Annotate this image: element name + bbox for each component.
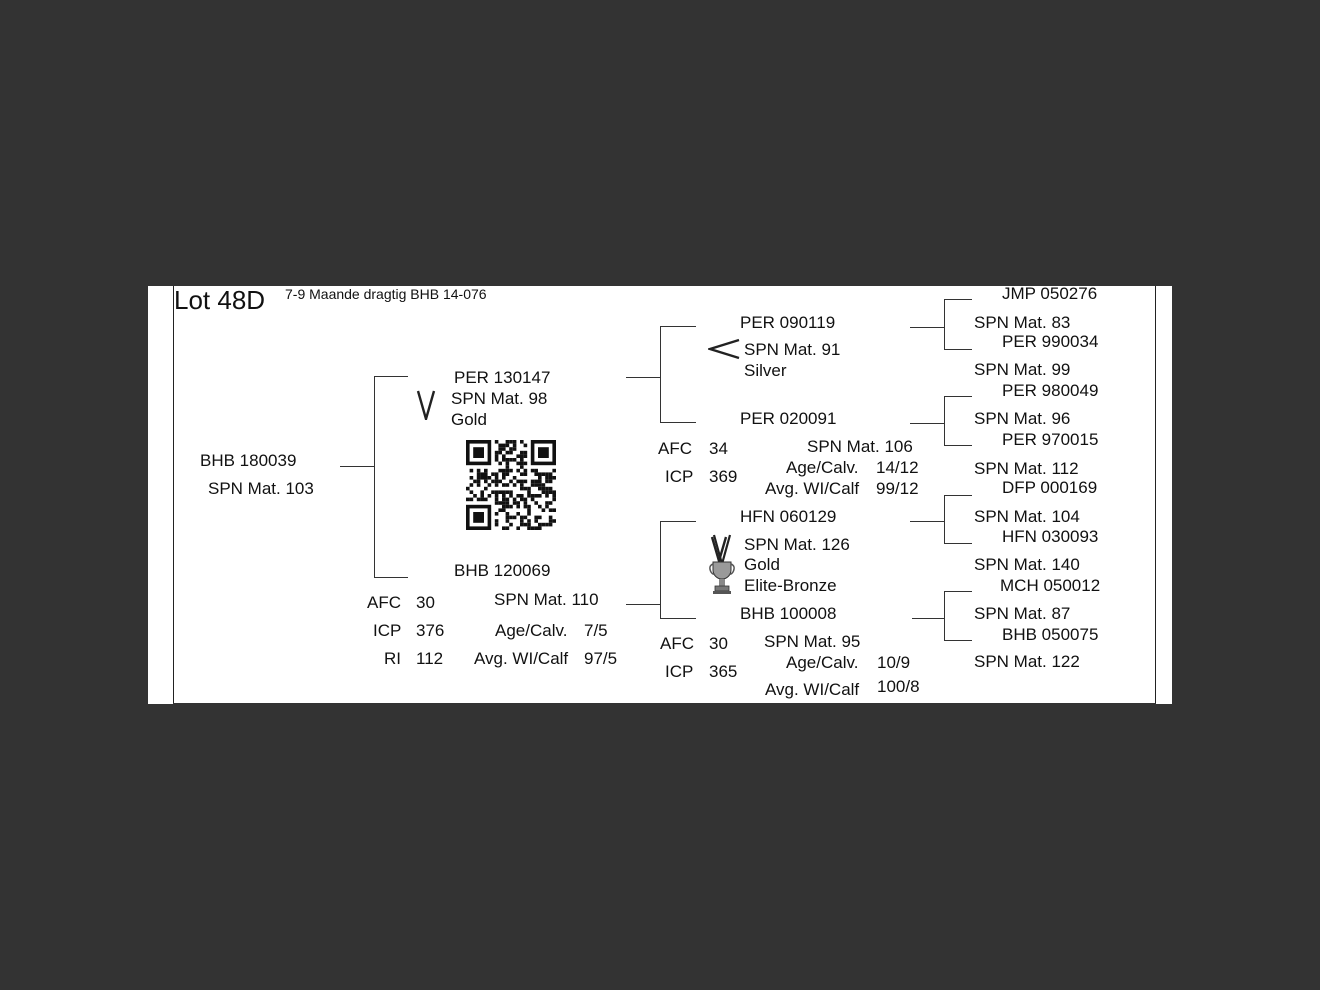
ggp-spn-2: SPN Mat. 96: [974, 409, 1071, 428]
sire-dam-avgwi-value: 99/12: [876, 479, 919, 498]
sire-dam-afc-value: 34: [709, 439, 728, 458]
sire-dam-icp-value: 369: [709, 467, 738, 486]
dam-sire-spn: SPN Mat. 126: [744, 535, 850, 554]
sire-spn: SPN Mat. 98: [451, 389, 548, 408]
connector: [912, 618, 944, 619]
ggp-dam-3: HFN 030093: [1002, 527, 1099, 546]
connector: [944, 445, 972, 446]
dam-dam-avgwi-value: 100/8: [877, 677, 920, 696]
dam-dam-agecalv-value: 10/9: [877, 653, 911, 672]
connector: [374, 376, 375, 577]
ggp-spn-3: SPN Mat. 104: [974, 507, 1080, 526]
connector: [944, 591, 945, 641]
connector: [660, 618, 696, 619]
dam-dam-afc-label: AFC: [660, 634, 694, 653]
dam-sire-award: Elite-Bronze: [744, 576, 837, 595]
sire-dam-avgwi-label: Avg. WI/Calf: [765, 479, 860, 498]
dam-dam-spn: SPN Mat. 95: [764, 632, 861, 651]
v-mark-icon: [416, 390, 436, 420]
sire-dam-afc-label: AFC: [658, 439, 692, 458]
connector: [374, 376, 408, 377]
connector: [660, 521, 661, 619]
sire-dam-id: PER 020091: [740, 409, 837, 428]
connector: [340, 466, 374, 467]
bottom-border: [173, 703, 1156, 704]
dam-avgwi-value: 97/5: [584, 649, 618, 668]
sire-sire-id: PER 090119: [740, 313, 836, 332]
connector: [944, 299, 972, 300]
sire-dam-icp-label: ICP: [665, 467, 694, 486]
sire-dam-spn: SPN Mat. 106: [807, 437, 913, 456]
sire-id: PER 130147: [454, 368, 551, 387]
lot-title: Lot 48D: [174, 285, 266, 315]
connector: [374, 577, 408, 578]
dam-icp-value: 376: [416, 621, 445, 640]
animal-id: BHB 180039: [200, 451, 297, 470]
ggp-sire-4: MCH 050012: [1000, 576, 1101, 595]
dam-dam-icp-label: ICP: [665, 662, 694, 681]
connector: [626, 604, 660, 605]
connector: [944, 299, 945, 350]
dam-afc-value: 30: [416, 593, 435, 612]
lot-subtitle: 7-9 Maande dragtig BHB 14-076: [285, 286, 487, 302]
trophy-icon: [708, 534, 736, 608]
sire-sire-medal: Silver: [744, 361, 787, 380]
ggp-dam-1: PER 990034: [1002, 332, 1099, 351]
ggp-spn-4: SPN Mat. 87: [974, 604, 1071, 623]
connector: [944, 591, 972, 592]
dam-ri-label: RI: [384, 649, 401, 668]
ggp-dam-2: PER 970015: [1002, 430, 1099, 449]
dam-ri-value: 112: [416, 649, 444, 668]
ggp-dam-4: BHB 050075: [1002, 625, 1099, 644]
connector: [944, 640, 972, 641]
qr-code-icon: [466, 440, 556, 530]
ggp-sire-2: PER 980049: [1002, 381, 1099, 400]
connector: [660, 326, 661, 423]
dam-dam-agecalv-label: Age/Calv.: [786, 653, 859, 672]
sire-dam-agecalv-label: Age/Calv.: [786, 458, 859, 477]
less-than-icon: [708, 338, 740, 360]
dam-agecalv-label: Age/Calv.: [495, 621, 568, 640]
connector: [910, 423, 944, 424]
connector: [944, 495, 972, 496]
connector: [944, 543, 972, 544]
right-border: [1155, 286, 1156, 704]
animal-spn: SPN Mat. 103: [208, 479, 314, 498]
dam-avgwi-label: Avg. WI/Calf: [474, 649, 569, 668]
connector: [944, 396, 972, 397]
connector: [660, 422, 696, 423]
ggp-dam-spn-2: SPN Mat. 112: [974, 459, 1079, 478]
ggp-dam-spn-3: SPN Mat. 140: [974, 555, 1080, 574]
dam-id: BHB 120069: [454, 561, 551, 580]
dam-dam-id: BHB 100008: [740, 604, 837, 623]
dam-dam-afc-value: 30: [709, 634, 728, 653]
connector: [944, 396, 945, 446]
connector: [626, 377, 660, 378]
connector: [660, 326, 696, 327]
sire-sire-spn: SPN Mat. 91: [744, 340, 841, 359]
dam-afc-label: AFC: [367, 593, 401, 612]
ggp-dam-spn-4: SPN Mat. 122: [974, 652, 1080, 671]
left-border: [173, 286, 174, 704]
connector: [944, 349, 972, 350]
connector: [944, 495, 945, 544]
connector: [910, 521, 944, 522]
dam-spn: SPN Mat. 110: [494, 590, 599, 609]
pedigree-card: [148, 286, 1172, 704]
dam-sire-id: HFN 060129: [740, 507, 837, 526]
dam-dam-avgwi-label: Avg. WI/Calf: [765, 680, 860, 699]
ggp-dam-spn-1: SPN Mat. 99: [974, 360, 1071, 379]
dam-icp-label: ICP: [373, 621, 402, 640]
ggp-sire-3: DFP 000169: [1002, 478, 1098, 497]
connector: [910, 327, 944, 328]
connector: [660, 521, 696, 522]
ggp-sire-1: JMP 050276: [1002, 284, 1098, 303]
dam-dam-icp-value: 365: [709, 662, 738, 681]
dam-sire-medal: Gold: [744, 555, 780, 574]
sire-dam-agecalv-value: 14/12: [876, 458, 919, 477]
ggp-spn-1: SPN Mat. 83: [974, 313, 1071, 332]
sire-medal: Gold: [451, 410, 487, 429]
dam-agecalv-value: 7/5: [584, 621, 608, 640]
